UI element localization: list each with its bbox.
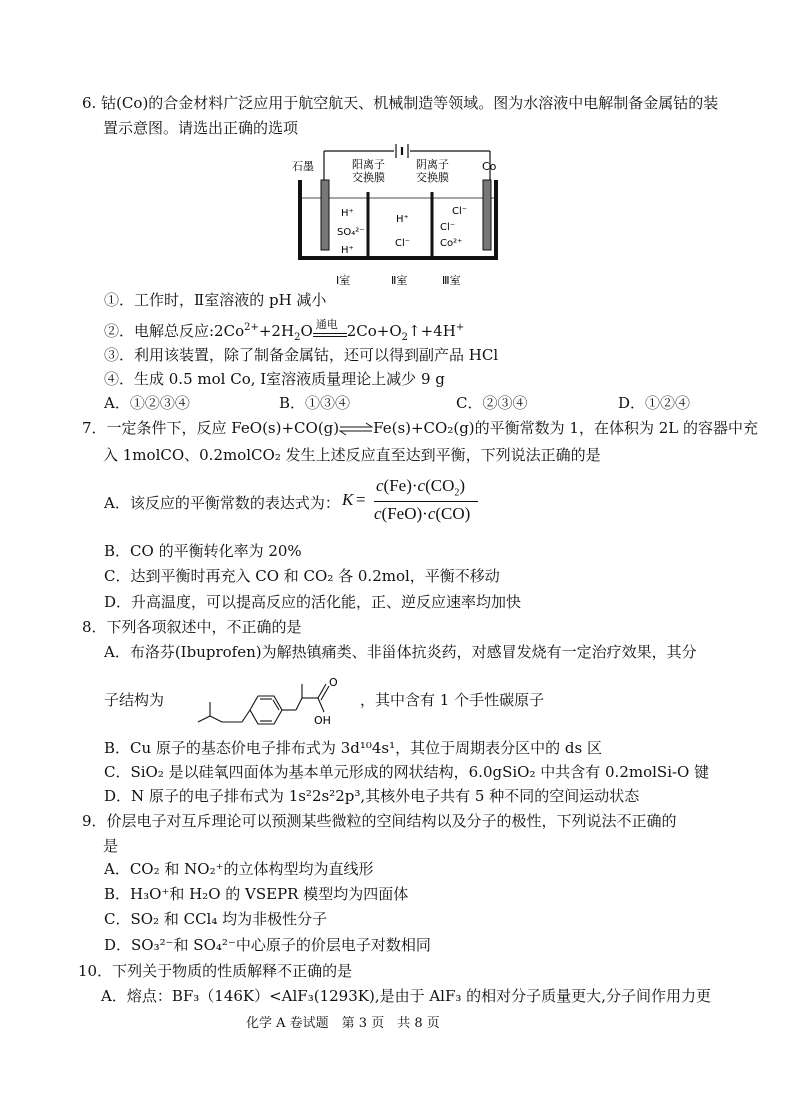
q6-s2-condition: 通电 <box>315 318 338 331</box>
room3-ion: Cl⁻ <box>440 222 456 233</box>
equilibrium-constant-expression: K = $c(Fe)\cdot c(CO_2)$ c(FeO)·c(CO) <box>342 476 482 526</box>
q6-stem-line1: 6. 钴(Co)的合金材料广泛应用于航空航天、机械制造等领域。图为水溶液中电解制备金属钴的装 <box>82 94 719 112</box>
q8-option-c[interactable]: C．SiO₂ 是以硅氧四面体为基本单元形成的网状结构，6.0gSiO₂ 中共含有 0.2molSi-O 键 <box>104 763 710 781</box>
q8-option-a-line1[interactable]: A．布洛芬(Ibuprofen)为解热镇痛类、非甾体抗炎药，对感冒发烧有一定治疗效果，其分 <box>104 643 697 661</box>
q7-option-a[interactable]: A．该反应的平衡常数的表达式为： <box>104 494 340 512</box>
q8-option-b[interactable]: B．Cu 原子的基态价电子排布式为 3d¹⁰4s¹，其位于周期表分区中的 ds 区 <box>104 739 602 757</box>
cobalt-electrode <box>483 180 491 250</box>
q6-stem-line2: 置示意图。请选出正确的选项 <box>103 119 299 137</box>
q7-option-c[interactable]: C．达到平衡时再充入 CO 和 CO₂ 各 0.2mol，平衡不移动 <box>104 567 500 585</box>
q9-option-b[interactable]: B．H₃O⁺和 H₂O 的 VSEPR 模型均为四面体 <box>104 885 409 903</box>
membrane2-label-2: 交换膜 <box>416 171 449 184</box>
q10-stem: 10．下列关于物质的性质解释不正确的是 <box>78 962 353 980</box>
membrane1-label-1: 阳离子 <box>352 158 385 171</box>
q6-statement-4: ④．生成 0.5 mol Co, Ⅰ室溶液质量理论上减少 9 g <box>104 370 445 388</box>
graphite-electrode <box>321 180 329 250</box>
room1-ion: H⁺ <box>341 208 354 219</box>
room1-ion: SO₄²⁻ <box>337 227 365 238</box>
q6-option-a[interactable]: A．①②③④ <box>104 394 190 412</box>
q9-stem-line2: 是 <box>103 837 119 855</box>
q7-stem-b: Fe(s)+CO₂(g)的平衡常数为 1，在体积为 2L 的容器中充 <box>373 419 759 437</box>
hydroxyl-label: OH <box>314 714 331 727</box>
oxygen-label: O <box>329 676 338 689</box>
equilibrium-arrow <box>339 422 373 436</box>
q9-option-d[interactable]: D．SO₃²⁻和 SO₄²⁻中心原子的价层电子对数相同 <box>104 936 431 954</box>
room2-label: Ⅱ室 <box>391 274 408 287</box>
q10-option-a[interactable]: A．熔点：BF₃（146K）<AlF₃(1293K),是由于 AlF₃ 的相对分子质量更大,分子间作用力更 <box>101 987 711 1005</box>
room3-ion: Co²⁺ <box>440 238 463 249</box>
q6-option-b[interactable]: B．①③④ <box>279 394 351 412</box>
q8-option-d[interactable]: D．N 原子的电子排布式为 1s²2s²2p³,其核外电子共有 5 种不同的空间运动状态 <box>104 787 640 805</box>
q7-stem-a: 7．一定条件下，反应 FeO(s)+CO(g) <box>82 419 340 437</box>
membrane1-label-2: 交换膜 <box>352 171 385 184</box>
q7-stem-line1 <box>82 418 758 438</box>
q6-option-d[interactable]: D．①②④ <box>618 394 691 412</box>
room1-label: Ⅰ室 <box>336 274 351 287</box>
q8-option-a-prefix: 子结构为 <box>104 691 165 709</box>
room2-ion: Cl⁻ <box>395 238 411 249</box>
membrane2-label-1: 阴离子 <box>416 158 449 171</box>
q7-option-b[interactable]: B．CO 的平衡转化率为 20% <box>104 542 302 560</box>
q7-stem-line2: 入 1molCO、0.2molCO₂ 发生上述反应直至达到平衡，下列说法正确的是 <box>103 446 601 464</box>
q9-stem-line1: 9．价层电子对互斥理论可以预测某些微粒的空间结构以及分子的极性，下列说法不正确的 <box>82 812 677 830</box>
q9-option-c[interactable]: C．SO₂ 和 CCl₄ 均为非极性分子 <box>104 910 328 928</box>
q6-statement-1: ①．工作时，Ⅱ室溶液的 pH 减小 <box>104 291 327 309</box>
anode-label: 石墨 <box>292 160 314 173</box>
q7-option-d[interactable]: D．升高温度，可以提高反应的活化能，正、逆反应速率均加快 <box>104 593 522 611</box>
q6-s2-prefix: ②．电解总反应:2Co <box>104 322 245 340</box>
q8-stem: 8．下列各项叙述中，不正确的是 <box>82 618 302 636</box>
ibuprofen-structure <box>196 672 361 734</box>
page-footer: 化学 A 卷试题 第 3 页 共 8 页 <box>246 1016 440 1031</box>
q6-statement-2: ②．电解总反应$:2Co^{2+}+2H_2O$ 通电 $2Co+O_2↑+4H^+$ <box>104 321 464 341</box>
q9-option-a[interactable]: A．CO₂ 和 NO₂⁺的立体构型均为直线形 <box>104 860 374 878</box>
room1-ion: H⁺ <box>341 245 354 256</box>
cathode-label: Co <box>482 160 497 173</box>
q8-option-a-suffix: ，其中含有 1 个手性碳原子 <box>360 691 545 709</box>
q6-statement-3: ③．利用该装置，除了制备金属钴，还可以得到副产品 HCl <box>104 346 499 364</box>
room3-label: Ⅲ室 <box>442 274 461 287</box>
q6-option-c[interactable]: C．②③④ <box>456 394 528 412</box>
room2-ion: H⁺ <box>396 214 409 225</box>
room3-ion: Cl⁻ <box>452 206 468 217</box>
electrolysis-diagram <box>290 140 500 290</box>
